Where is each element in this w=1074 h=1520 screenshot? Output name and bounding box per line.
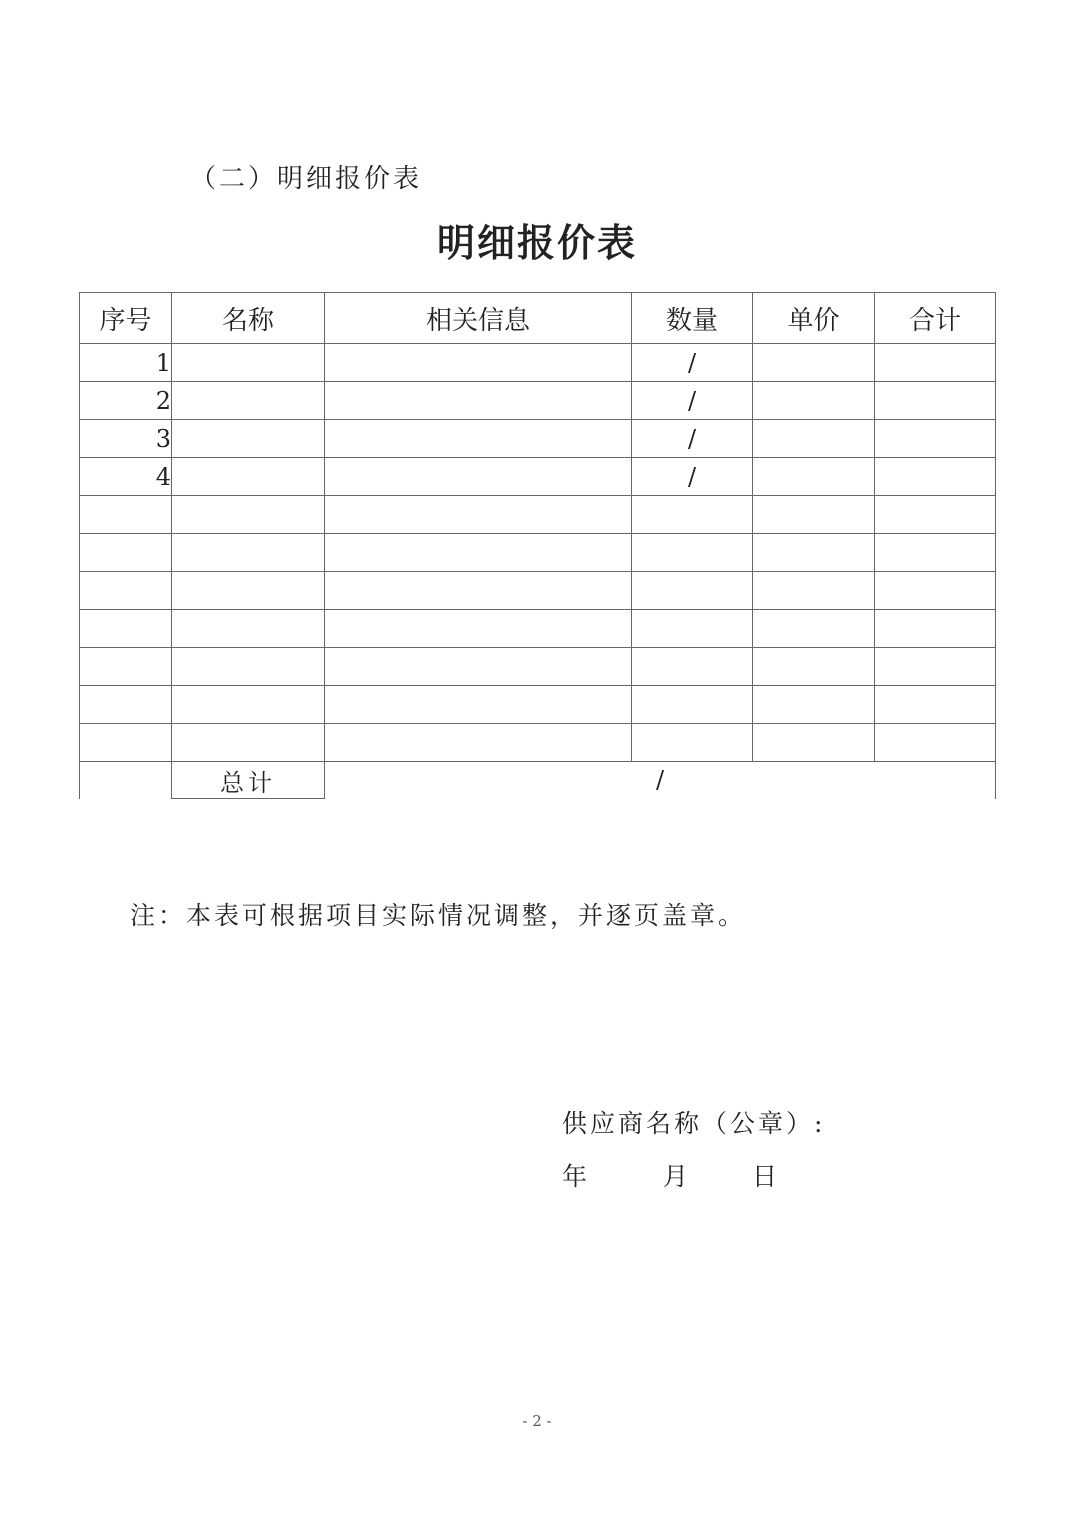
table-row bbox=[80, 610, 996, 648]
table-row bbox=[80, 648, 996, 686]
quantity-cell bbox=[632, 610, 753, 648]
total-value: / bbox=[325, 762, 996, 799]
quantity-cell bbox=[632, 648, 753, 686]
quantity-cell bbox=[632, 572, 753, 610]
subtotal-cell bbox=[875, 648, 996, 686]
subtotal-cell bbox=[875, 344, 996, 382]
total-row bbox=[80, 762, 996, 799]
subtotal-cell bbox=[875, 686, 996, 724]
unit-price-cell bbox=[753, 496, 875, 534]
total-label: 总计 bbox=[172, 762, 325, 799]
name-cell bbox=[172, 382, 325, 420]
header-quantity: 数量 bbox=[632, 293, 753, 344]
unit-price-cell bbox=[753, 344, 875, 382]
unit-price-cell bbox=[753, 458, 875, 496]
subtotal-cell bbox=[875, 610, 996, 648]
unit-price-cell bbox=[753, 724, 875, 762]
seq-cell bbox=[80, 724, 172, 762]
quantity-cell bbox=[632, 496, 753, 534]
header-name: 名称 bbox=[172, 293, 325, 344]
name-cell bbox=[172, 648, 325, 686]
table-row bbox=[80, 344, 996, 382]
seq-cell bbox=[80, 534, 172, 572]
quantity-cell: / bbox=[632, 382, 753, 420]
name-cell bbox=[172, 724, 325, 762]
date-month: 月 bbox=[663, 1162, 689, 1191]
quantity-cell: / bbox=[632, 344, 753, 382]
unit-price-cell bbox=[753, 382, 875, 420]
header-subtotal: 合计 bbox=[875, 293, 996, 344]
supplier-name-label: 供应商名称（公章）: bbox=[562, 1109, 826, 1138]
info-cell bbox=[325, 382, 632, 420]
info-cell bbox=[325, 458, 632, 496]
seq-cell bbox=[80, 496, 172, 534]
info-cell bbox=[325, 648, 632, 686]
unit-price-cell bbox=[753, 420, 875, 458]
quantity-cell: / bbox=[632, 458, 753, 496]
table-row bbox=[80, 534, 996, 572]
quantity-cell: / bbox=[632, 420, 753, 458]
info-cell bbox=[325, 724, 632, 762]
unit-price-cell bbox=[753, 572, 875, 610]
seq-cell: 4 bbox=[80, 458, 172, 496]
unit-price-cell bbox=[753, 686, 875, 724]
info-cell bbox=[325, 572, 632, 610]
seq-cell bbox=[80, 610, 172, 648]
info-cell bbox=[325, 534, 632, 572]
page-number: - 2 - bbox=[522, 1412, 552, 1430]
quantity-cell bbox=[632, 724, 753, 762]
name-cell bbox=[172, 496, 325, 534]
note: 注：本表可根据项目实际情况调整，并逐页盖章。 bbox=[130, 901, 747, 930]
total-blank-cell bbox=[80, 762, 172, 799]
subtotal-cell bbox=[875, 534, 996, 572]
unit-price-cell bbox=[753, 648, 875, 686]
table-row bbox=[80, 724, 996, 762]
subtotal-cell bbox=[875, 496, 996, 534]
table-row bbox=[80, 458, 996, 496]
seq-cell bbox=[80, 648, 172, 686]
header-seq: 序号 bbox=[80, 293, 172, 344]
unit-price-cell bbox=[753, 610, 875, 648]
subtotal-cell bbox=[875, 458, 996, 496]
name-cell bbox=[172, 572, 325, 610]
subtotal-cell bbox=[875, 724, 996, 762]
table-row bbox=[80, 572, 996, 610]
date-year: 年 bbox=[562, 1162, 588, 1191]
quantity-cell bbox=[632, 686, 753, 724]
name-cell bbox=[172, 610, 325, 648]
info-cell bbox=[325, 420, 632, 458]
table-row bbox=[80, 496, 996, 534]
table-row bbox=[80, 382, 996, 420]
seq-cell: 1 bbox=[80, 344, 172, 382]
table-row bbox=[80, 420, 996, 458]
table-header-row bbox=[80, 293, 996, 344]
subtotal-cell bbox=[875, 382, 996, 420]
table-title: 明细报价表 bbox=[436, 221, 637, 265]
name-cell bbox=[172, 458, 325, 496]
name-cell bbox=[172, 420, 325, 458]
header-unit-price: 单价 bbox=[753, 293, 875, 344]
subtotal-cell bbox=[875, 572, 996, 610]
name-cell bbox=[172, 344, 325, 382]
info-cell bbox=[325, 610, 632, 648]
unit-price-cell bbox=[753, 534, 875, 572]
name-cell bbox=[172, 534, 325, 572]
seq-cell: 3 bbox=[80, 420, 172, 458]
seq-cell: 2 bbox=[80, 382, 172, 420]
info-cell bbox=[325, 344, 632, 382]
date-day: 日 bbox=[752, 1162, 778, 1191]
quote-table bbox=[79, 292, 996, 799]
table-row bbox=[80, 686, 996, 724]
seq-cell bbox=[80, 686, 172, 724]
header-info: 相关信息 bbox=[325, 293, 632, 344]
name-cell bbox=[172, 686, 325, 724]
quantity-cell bbox=[632, 534, 753, 572]
section-heading: （二）明细报价表 bbox=[190, 164, 423, 194]
info-cell bbox=[325, 686, 632, 724]
date-line bbox=[562, 1157, 822, 1191]
subtotal-cell bbox=[875, 420, 996, 458]
info-cell bbox=[325, 496, 632, 534]
seq-cell bbox=[80, 572, 172, 610]
